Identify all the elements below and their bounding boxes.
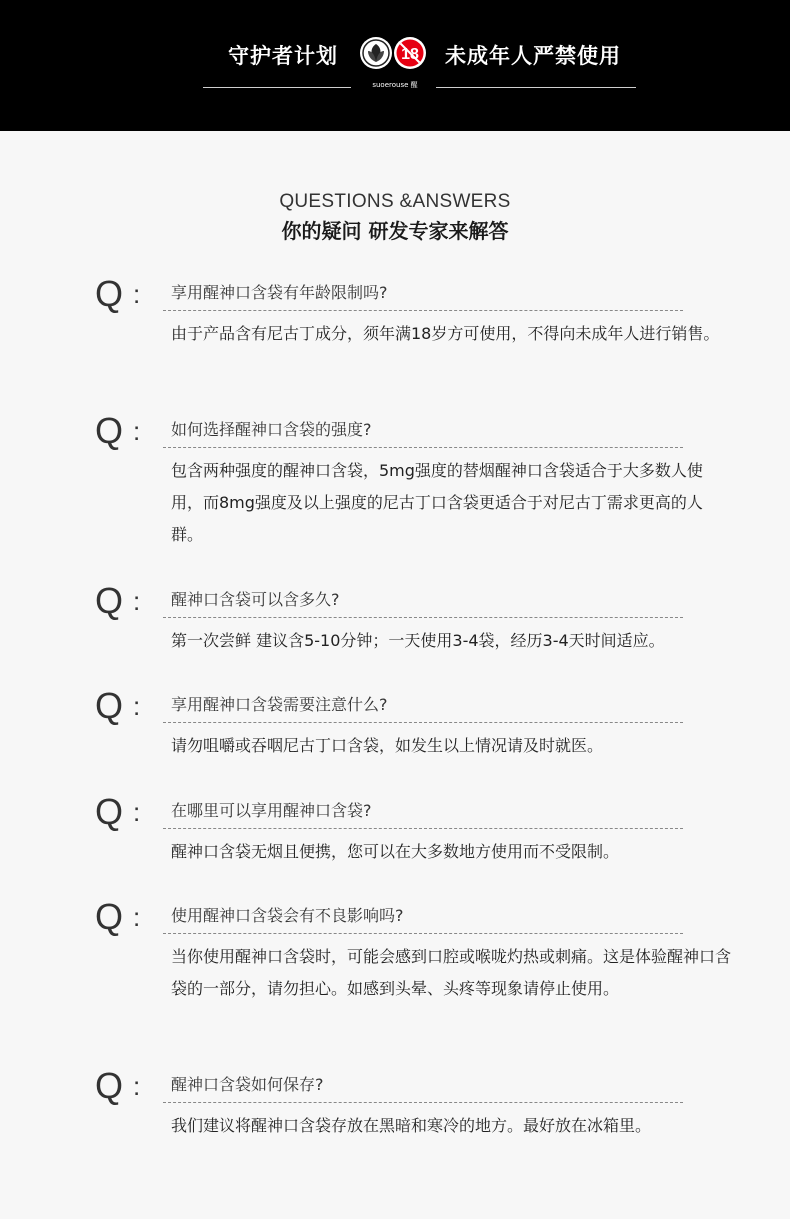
q-colon: : (133, 797, 141, 827)
english-title: QUESTIONS &ANSWERS (279, 191, 511, 212)
q-colon: : (133, 691, 141, 721)
q-letter: Q (95, 685, 124, 726)
q-colon: : (133, 1071, 141, 1101)
answer-text: 包含两种强度的醒神口含袋，5mg强度的替烟醒神口含袋适合于大多数人使用，而8mg强度及以上强度的尼古丁口含袋更适合于对尼古丁需求更高的人群。 (171, 461, 703, 544)
minors-prohibited-text: 未成年人严禁使用 (445, 44, 621, 68)
dashed-divider (163, 933, 683, 934)
question-text: 醒神口含袋如何保存? (171, 1075, 324, 1094)
question-text: 享用醒神口含袋需要注意什么? (171, 695, 388, 714)
dashed-divider (163, 1102, 683, 1103)
dashed-divider (163, 828, 683, 829)
dashed-divider (163, 310, 683, 311)
q-colon: : (133, 279, 141, 309)
q-colon: : (133, 416, 141, 446)
q-letter: Q (95, 410, 124, 451)
answer-text: 醒神口含袋无烟且便携，您可以在大多数地方使用而不受限制。 (171, 842, 620, 861)
q-letter: Q (95, 791, 124, 832)
guardian-plan-text: 守护者计划 (228, 44, 338, 68)
logo-graphic (358, 35, 430, 71)
chinese-title: 你的疑问 研发专家来解答 (281, 219, 509, 243)
banner-divider-right (436, 87, 636, 88)
age-badge-number: 18 (401, 46, 419, 63)
dashed-divider (163, 447, 683, 448)
q-letter: Q (95, 1065, 124, 1106)
brand-name: suoerouse 醒 (372, 81, 418, 89)
section-header (0, 190, 790, 246)
question-text: 在哪里可以享用醒神口含袋? (171, 801, 372, 820)
top-banner (0, 0, 790, 131)
question-text: 醒神口含袋可以含多久? (171, 590, 340, 609)
q-letter: Q (95, 273, 124, 314)
question-text: 使用醒神口含袋会有不良影响吗? (171, 906, 404, 925)
q-colon: : (133, 902, 141, 932)
dashed-divider (163, 617, 683, 618)
banner-divider-left (203, 87, 351, 88)
q-colon: : (133, 586, 141, 616)
brand-logo (358, 35, 430, 71)
question-text: 享用醒神口含袋有年龄限制吗? (171, 283, 388, 302)
answer-text: 我们建议将醒神口含袋存放在黑暗和寒冷的地方。最好放在冰箱里。 (171, 1116, 652, 1135)
q-letter: Q (95, 896, 124, 937)
dashed-divider (163, 722, 683, 723)
answer-text: 第一次尝鲜 建议含5-10分钟；一天使用3-4袋，经历3-4天时间适应。 (171, 631, 665, 650)
question-text: 如何选择醒神口含袋的强度? (171, 420, 372, 439)
answer-text: 由于产品含有尼古丁成分，须年满18岁方可使用，不得向未成年人进行销售。 (171, 324, 720, 343)
answer-text: 当你使用醒神口含袋时，可能会感到口腔或喉咙灼热或刺痛。这是体验醒神口含袋的一部分，请勿担心。如感到头晕、头疼等现象请停止使用。 (171, 947, 732, 998)
q-letter: Q (95, 580, 124, 621)
answer-text: 请勿咀嚼或吞咽尼古丁口含袋，如发生以上情况请及时就医。 (171, 736, 604, 755)
